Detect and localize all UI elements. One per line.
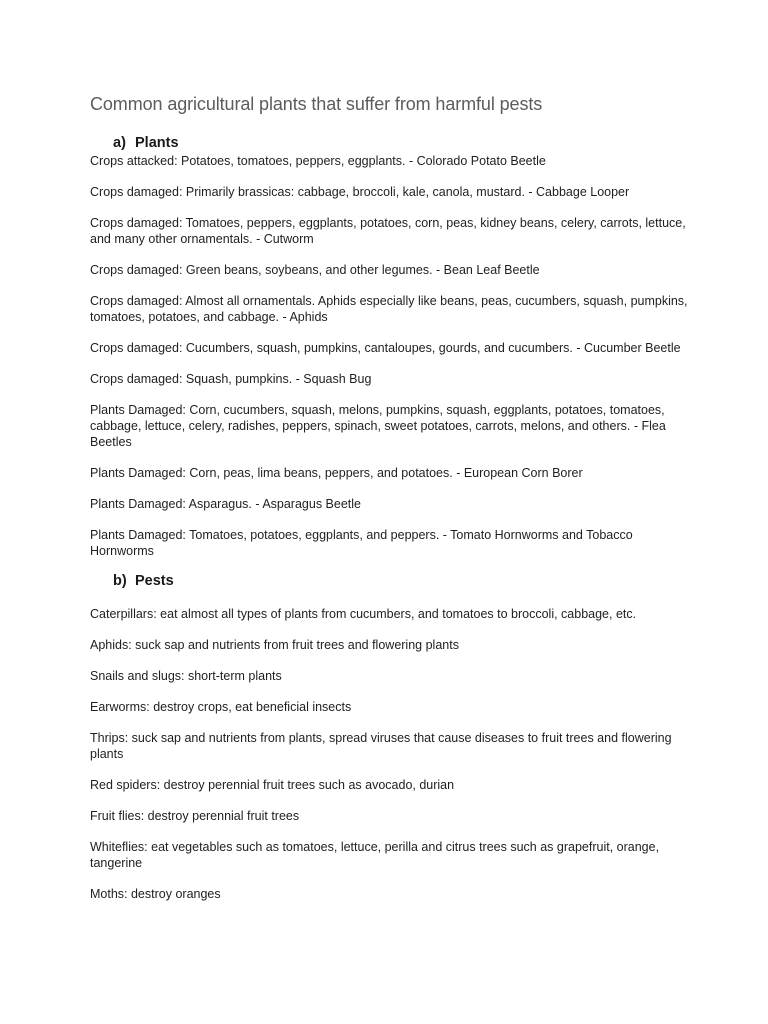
plant-paragraph: Crops damaged: Tomatoes, peppers, eggplants, potatoes, corn, peas, kidney beans, celery, carrots, lettuce, and many other ornamentals. - Cutworm bbox=[90, 216, 686, 246]
plant-paragraph: Plants Damaged: Asparagus. - Asparagus Beetle bbox=[90, 497, 361, 511]
plant-paragraph: Crops damaged: Squash, pumpkins. - Squash Bug bbox=[90, 372, 372, 386]
pest-paragraph: Caterpillars: eat almost all types of plants from cucumbers, and tomatoes to broccoli, cabbage, etc. bbox=[90, 607, 637, 621]
document-title: Common agricultural plants that suffer from harmful pests bbox=[90, 94, 543, 114]
section-heading-pests bbox=[90, 572, 690, 590]
plant-paragraph: Crops attacked: Potatoes, tomatoes, peppers, eggplants. - Colorado Potato Beetle bbox=[90, 154, 546, 168]
pest-paragraph: Moths: destroy oranges bbox=[90, 887, 221, 901]
plant-paragraph: Plants Damaged: Corn, peas, lima beans, peppers, and potatoes. - European Corn Borer bbox=[90, 466, 583, 480]
plant-paragraph: Crops damaged: Almost all ornamentals. Aphids especially like beans, peas, cucumbers, squash, pumpkins, tomatoes, potatoes, and cabbage. - Aphids bbox=[90, 294, 688, 324]
pest-paragraph: Aphids: suck sap and nutrients from fruit trees and flowering plants bbox=[90, 638, 459, 652]
section-heading-plants bbox=[90, 134, 690, 152]
section-marker: b) bbox=[113, 573, 127, 589]
plants-list bbox=[90, 153, 690, 559]
plant-paragraph: Crops damaged: Primarily brassicas: cabbage, broccoli, kale, canola, mustard. - Cabbage Looper bbox=[90, 185, 630, 199]
pests-list bbox=[90, 606, 690, 902]
plant-paragraph: Plants Damaged: Corn, cucumbers, squash, melons, pumpkins, squash, eggplants, potatoes, tomatoes, cabbage, lettuce, celery, radishes, peppers, spinach, sweet potatoes, carrots, melons, and others. - Flea Beetles bbox=[90, 403, 666, 449]
section-heading-label: Pests bbox=[135, 573, 174, 589]
section-marker: a) bbox=[113, 135, 126, 151]
pest-paragraph: Snails and slugs: short-term plants bbox=[90, 669, 282, 683]
pest-paragraph: Whiteflies: eat vegetables such as tomatoes, lettuce, perilla and citrus trees such as grapefruit, orange, tangerine bbox=[90, 840, 660, 870]
plant-paragraph: Crops damaged: Cucumbers, squash, pumpkins, cantaloupes, gourds, and cucumbers. - Cucumber Beetle bbox=[90, 341, 681, 355]
document-page bbox=[90, 92, 690, 902]
plant-paragraph: Plants Damaged: Tomatoes, potatoes, eggplants, and peppers. - Tomato Hornworms and Tobacco Hornworms bbox=[90, 528, 633, 558]
pest-paragraph: Red spiders: destroy perennial fruit trees such as avocado, durian bbox=[90, 778, 455, 792]
plant-paragraph: Crops damaged: Green beans, soybeans, and other legumes. - Bean Leaf Beetle bbox=[90, 263, 540, 277]
pest-paragraph: Earworms: destroy crops, eat beneficial insects bbox=[90, 700, 352, 714]
pest-paragraph: Fruit flies: destroy perennial fruit trees bbox=[90, 809, 300, 823]
section-heading-label: Plants bbox=[135, 135, 179, 151]
pest-paragraph: Thrips: suck sap and nutrients from plants, spread viruses that cause diseases to fruit trees and flowering plants bbox=[90, 731, 672, 761]
